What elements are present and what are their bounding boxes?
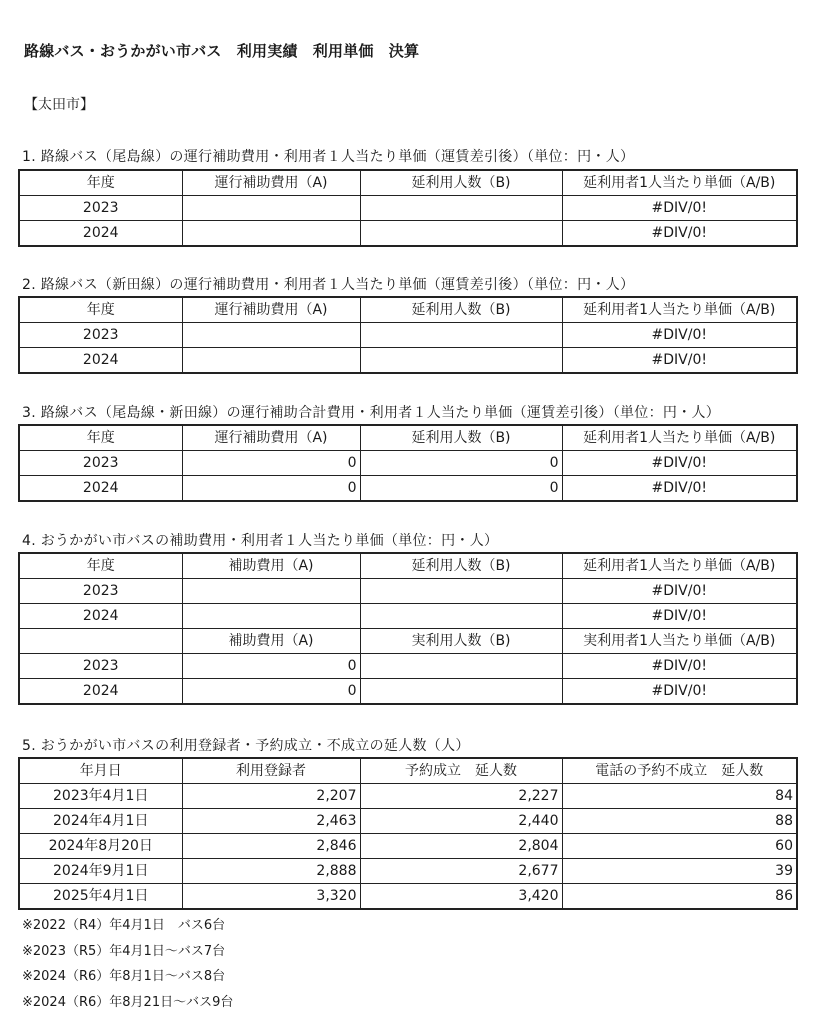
table-row <box>19 579 797 604</box>
table-cell[interactable]: #DIV/0! <box>562 348 797 374</box>
table-row <box>19 859 797 884</box>
table-cell[interactable]: 2024年8月20日 <box>19 834 182 859</box>
table-header-row <box>19 425 797 451</box>
table-row <box>19 654 797 679</box>
table-cell[interactable]: 2023 <box>19 579 182 604</box>
header-cell[interactable]: 延利用者1人当たり単価（A/B) <box>562 297 797 323</box>
table-cell[interactable]: #DIV/0! <box>562 196 797 221</box>
table-header-row <box>19 553 797 579</box>
table-cell[interactable] <box>360 679 562 705</box>
table-cell[interactable]: 2023年4月1日 <box>19 784 182 809</box>
header-cell[interactable]: 実利用人数（B) <box>360 629 562 654</box>
table-row <box>19 451 797 476</box>
table-header-row <box>19 297 797 323</box>
table-cell[interactable]: 39 <box>562 859 797 884</box>
table-cell[interactable]: #DIV/0! <box>562 604 797 629</box>
header-cell[interactable]: 延利用人数（B) <box>360 297 562 323</box>
table-cell[interactable]: 2,440 <box>360 809 562 834</box>
table-cell[interactable]: 3,420 <box>360 884 562 910</box>
table-row <box>19 348 797 374</box>
footnote: ※2022（R4）年4月1日 バス6台 <box>22 918 226 933</box>
table-header-row <box>19 170 797 196</box>
table-cell[interactable]: 2024年9月1日 <box>19 859 182 884</box>
header-cell[interactable]: 運行補助費用（A) <box>182 297 360 323</box>
table-cell[interactable] <box>360 654 562 679</box>
table-cell[interactable]: 0 <box>182 679 360 705</box>
table-cell[interactable]: 2023 <box>19 451 182 476</box>
table-cell[interactable]: 2024 <box>19 679 182 705</box>
header-cell[interactable]: 予約成立 延人数 <box>360 758 562 784</box>
table-cell[interactable]: 0 <box>182 451 360 476</box>
table-cell[interactable]: 86 <box>562 884 797 910</box>
table-cell[interactable]: 2,888 <box>182 859 360 884</box>
table-cell[interactable] <box>182 221 360 247</box>
table-cell[interactable] <box>182 323 360 348</box>
table-cell[interactable]: 2,846 <box>182 834 360 859</box>
table-cell[interactable]: 0 <box>360 451 562 476</box>
header-cell[interactable]: 補助費用（A) <box>182 629 360 654</box>
table-cell[interactable]: #DIV/0! <box>562 679 797 705</box>
table-cell[interactable]: 2025年4月1日 <box>19 884 182 910</box>
header-cell[interactable]: 年度 <box>19 425 182 451</box>
table-cell[interactable] <box>182 196 360 221</box>
table-cell[interactable]: 2023 <box>19 654 182 679</box>
section-5-table <box>18 757 798 910</box>
section-1-title: 1. 路線バス（尾島線）の運行補助費用・利用者１人当たり単価（運賃差引後）（単位：円・人） <box>22 149 635 165</box>
table-cell[interactable]: 2,804 <box>360 834 562 859</box>
footnote: ※2024（R6）年8月21日～バス9台 <box>22 995 234 1010</box>
header-cell[interactable]: 電話の予約不成立 延人数 <box>562 758 797 784</box>
header-cell[interactable]: 延利用人数（B) <box>360 553 562 579</box>
section-3-title: 3. 路線バス（尾島線・新田線）の運行補助合計費用・利用者１人当たり単価（運賃差引後）（単位：円・人） <box>22 405 721 421</box>
header-cell[interactable]: 補助費用（A) <box>182 553 360 579</box>
table-cell[interactable]: 2,463 <box>182 809 360 834</box>
table-cell[interactable] <box>360 348 562 374</box>
header-cell[interactable]: 延利用者1人当たり単価（A/B) <box>562 170 797 196</box>
section-1-table <box>18 169 798 247</box>
header-cell[interactable]: 延利用人数（B) <box>360 425 562 451</box>
page-title: 路線バス・おうかがい市バス 利用実績 利用単価 決算 <box>24 42 420 60</box>
table-cell[interactable]: 2024年4月1日 <box>19 809 182 834</box>
table-cell[interactable] <box>182 348 360 374</box>
table-cell[interactable] <box>360 579 562 604</box>
table-cell[interactable]: 2,227 <box>360 784 562 809</box>
table-header-row <box>19 758 797 784</box>
table-row <box>19 604 797 629</box>
table-cell[interactable]: 2024 <box>19 221 182 247</box>
table-row <box>19 476 797 502</box>
table-cell[interactable]: 2023 <box>19 196 182 221</box>
table-cell[interactable] <box>360 196 562 221</box>
table-cell[interactable]: 88 <box>562 809 797 834</box>
table-cell[interactable]: 2023 <box>19 323 182 348</box>
table-row <box>19 221 797 247</box>
header-cell[interactable]: 年月日 <box>19 758 182 784</box>
header-cell[interactable]: 利用登録者 <box>182 758 360 784</box>
table-cell[interactable]: 2024 <box>19 476 182 502</box>
header-cell[interactable]: 運行補助費用（A) <box>182 170 360 196</box>
table-row <box>19 784 797 809</box>
table-row <box>19 809 797 834</box>
section-2-table <box>18 296 798 374</box>
footnote: ※2023（R5）年4月1日～バス7台 <box>22 944 226 959</box>
section-3-table <box>18 424 798 502</box>
table-row <box>19 679 797 705</box>
table-cell[interactable] <box>360 604 562 629</box>
header-cell[interactable]: 運行補助費用（A) <box>182 425 360 451</box>
header-cell[interactable]: 延利用者1人当たり単価（A/B) <box>562 425 797 451</box>
table-row <box>19 834 797 859</box>
table-cell[interactable]: 2,207 <box>182 784 360 809</box>
table-cell[interactable]: #DIV/0! <box>562 654 797 679</box>
footnote: ※2024（R6）年8月1日～バス8台 <box>22 969 226 984</box>
table-cell[interactable]: #DIV/0! <box>562 221 797 247</box>
table-cell[interactable]: #DIV/0! <box>562 476 797 502</box>
table-cell[interactable]: 0 <box>360 476 562 502</box>
table-row <box>19 323 797 348</box>
table-header-row <box>19 629 797 654</box>
section-2-title: 2. 路線バス（新田線）の運行補助費用・利用者１人当たり単価（運賃差引後）（単位：円・人） <box>22 277 635 293</box>
table-cell[interactable]: 2024 <box>19 348 182 374</box>
section-4-table <box>18 552 798 705</box>
table-cell[interactable]: 0 <box>182 654 360 679</box>
table-row <box>19 196 797 221</box>
table-cell[interactable] <box>360 323 562 348</box>
city-label: 【太田市】 <box>24 97 94 113</box>
table-cell[interactable] <box>360 221 562 247</box>
table-cell[interactable]: 0 <box>182 476 360 502</box>
header-cell[interactable]: 延利用人数（B) <box>360 170 562 196</box>
header-cell[interactable] <box>19 629 182 654</box>
section-5-title: 5. おうかがい市バスの利用登録者・予約成立・不成立の延人数（人） <box>22 738 470 754</box>
header-cell[interactable]: 実利用者1人当たり単価（A/B) <box>562 629 797 654</box>
table-cell[interactable]: 2024 <box>19 604 182 629</box>
table-cell[interactable]: #DIV/0! <box>562 323 797 348</box>
section-4-title: 4. おうかがい市バスの補助費用・利用者１人当たり単価（単位：円・人） <box>22 533 499 549</box>
table-cell[interactable]: 84 <box>562 784 797 809</box>
header-cell[interactable]: 年度 <box>19 297 182 323</box>
table-row <box>19 884 797 910</box>
table-cell[interactable]: #DIV/0! <box>562 579 797 604</box>
header-cell[interactable]: 年度 <box>19 553 182 579</box>
table-cell[interactable] <box>182 579 360 604</box>
table-cell[interactable]: 60 <box>562 834 797 859</box>
table-cell[interactable]: 2,677 <box>360 859 562 884</box>
table-cell[interactable]: 3,320 <box>182 884 360 910</box>
table-cell[interactable]: #DIV/0! <box>562 451 797 476</box>
header-cell[interactable]: 延利用者1人当たり単価（A/B) <box>562 553 797 579</box>
header-cell[interactable]: 年度 <box>19 170 182 196</box>
table-cell[interactable] <box>182 604 360 629</box>
